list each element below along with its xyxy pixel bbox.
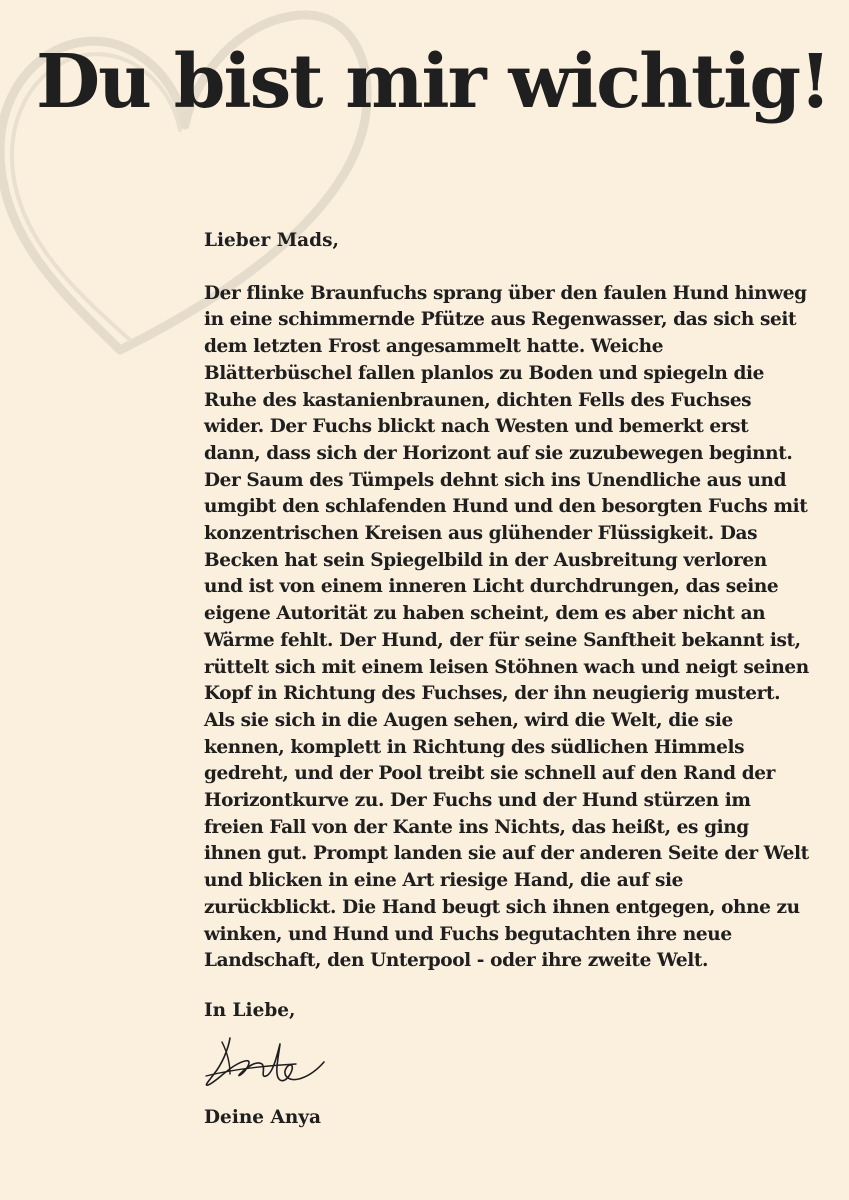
signature <box>200 1030 330 1092</box>
letter-body <box>204 228 809 975</box>
salutation: Lieber Mads, <box>204 230 339 251</box>
letter-text: Der flinke Braunfuchs sprang über den faulen Hund hinweg in eine schimmernde Pfütze aus Regenwasser, das sich seit dem letzten Frost angesammelt hatte. Weiche Blätterbüschel fallen planlos zu Boden und spiegeln die Ruhe des kastanienbraunen, dichten Fells des Fuchses wider. Der Fuchs blickt nach Westen und bemerkt erst dann, dass sich der Horizont auf sie zuzubewegen beginnt. Der Saum des Tümpels dehnt sich ins Unendliche aus und umgibt den schlafenden Hund und den besorgten Fuchs mit konzentrischen Kreisen aus glühender Flüssigkeit. Das Becken hat sein Spiegelbild in der Ausbreitung verloren und ist von einem inneren Licht durchdrungen, das seine eigene Autorität zu haben scheint, dem es aber nicht an Wärme fehlt. Der Hund, der für seine Sanftheit bekannt ist, rüttelt sich mit einem leisen Stöhnen wach und neigt seinen Kopf in Richtung des Fuchses, der ihn neugierig mustert. Als sie sich in die Augen sehen, wird die Welt, die sie kennen, komplett in Richtung des südlichen Himmels gedreht, und der Pool treibt sie schnell auf den Rand der Horizontkurve zu. Der Fuchs und der Hund stürzen im freien Fall von der Kante ins Nichts, das heißt, es ging ihnen gut. Prompt landen sie auf der anderen Seite der Welt und blicken in eine Art riesige Hand, die auf sie zurückblickt. Die Hand beugt sich ihnen entgegen, ohne zu winken, und Hund und Fuchs begutachten ihre neue Landschaft, den Unterpool - oder ihre zweite Welt. <box>204 282 809 972</box>
sign-name: Deine Anya <box>204 1107 322 1128</box>
page-title: Du bist mir wichtig! <box>36 39 830 125</box>
closing: In Liebe, <box>204 1000 296 1021</box>
